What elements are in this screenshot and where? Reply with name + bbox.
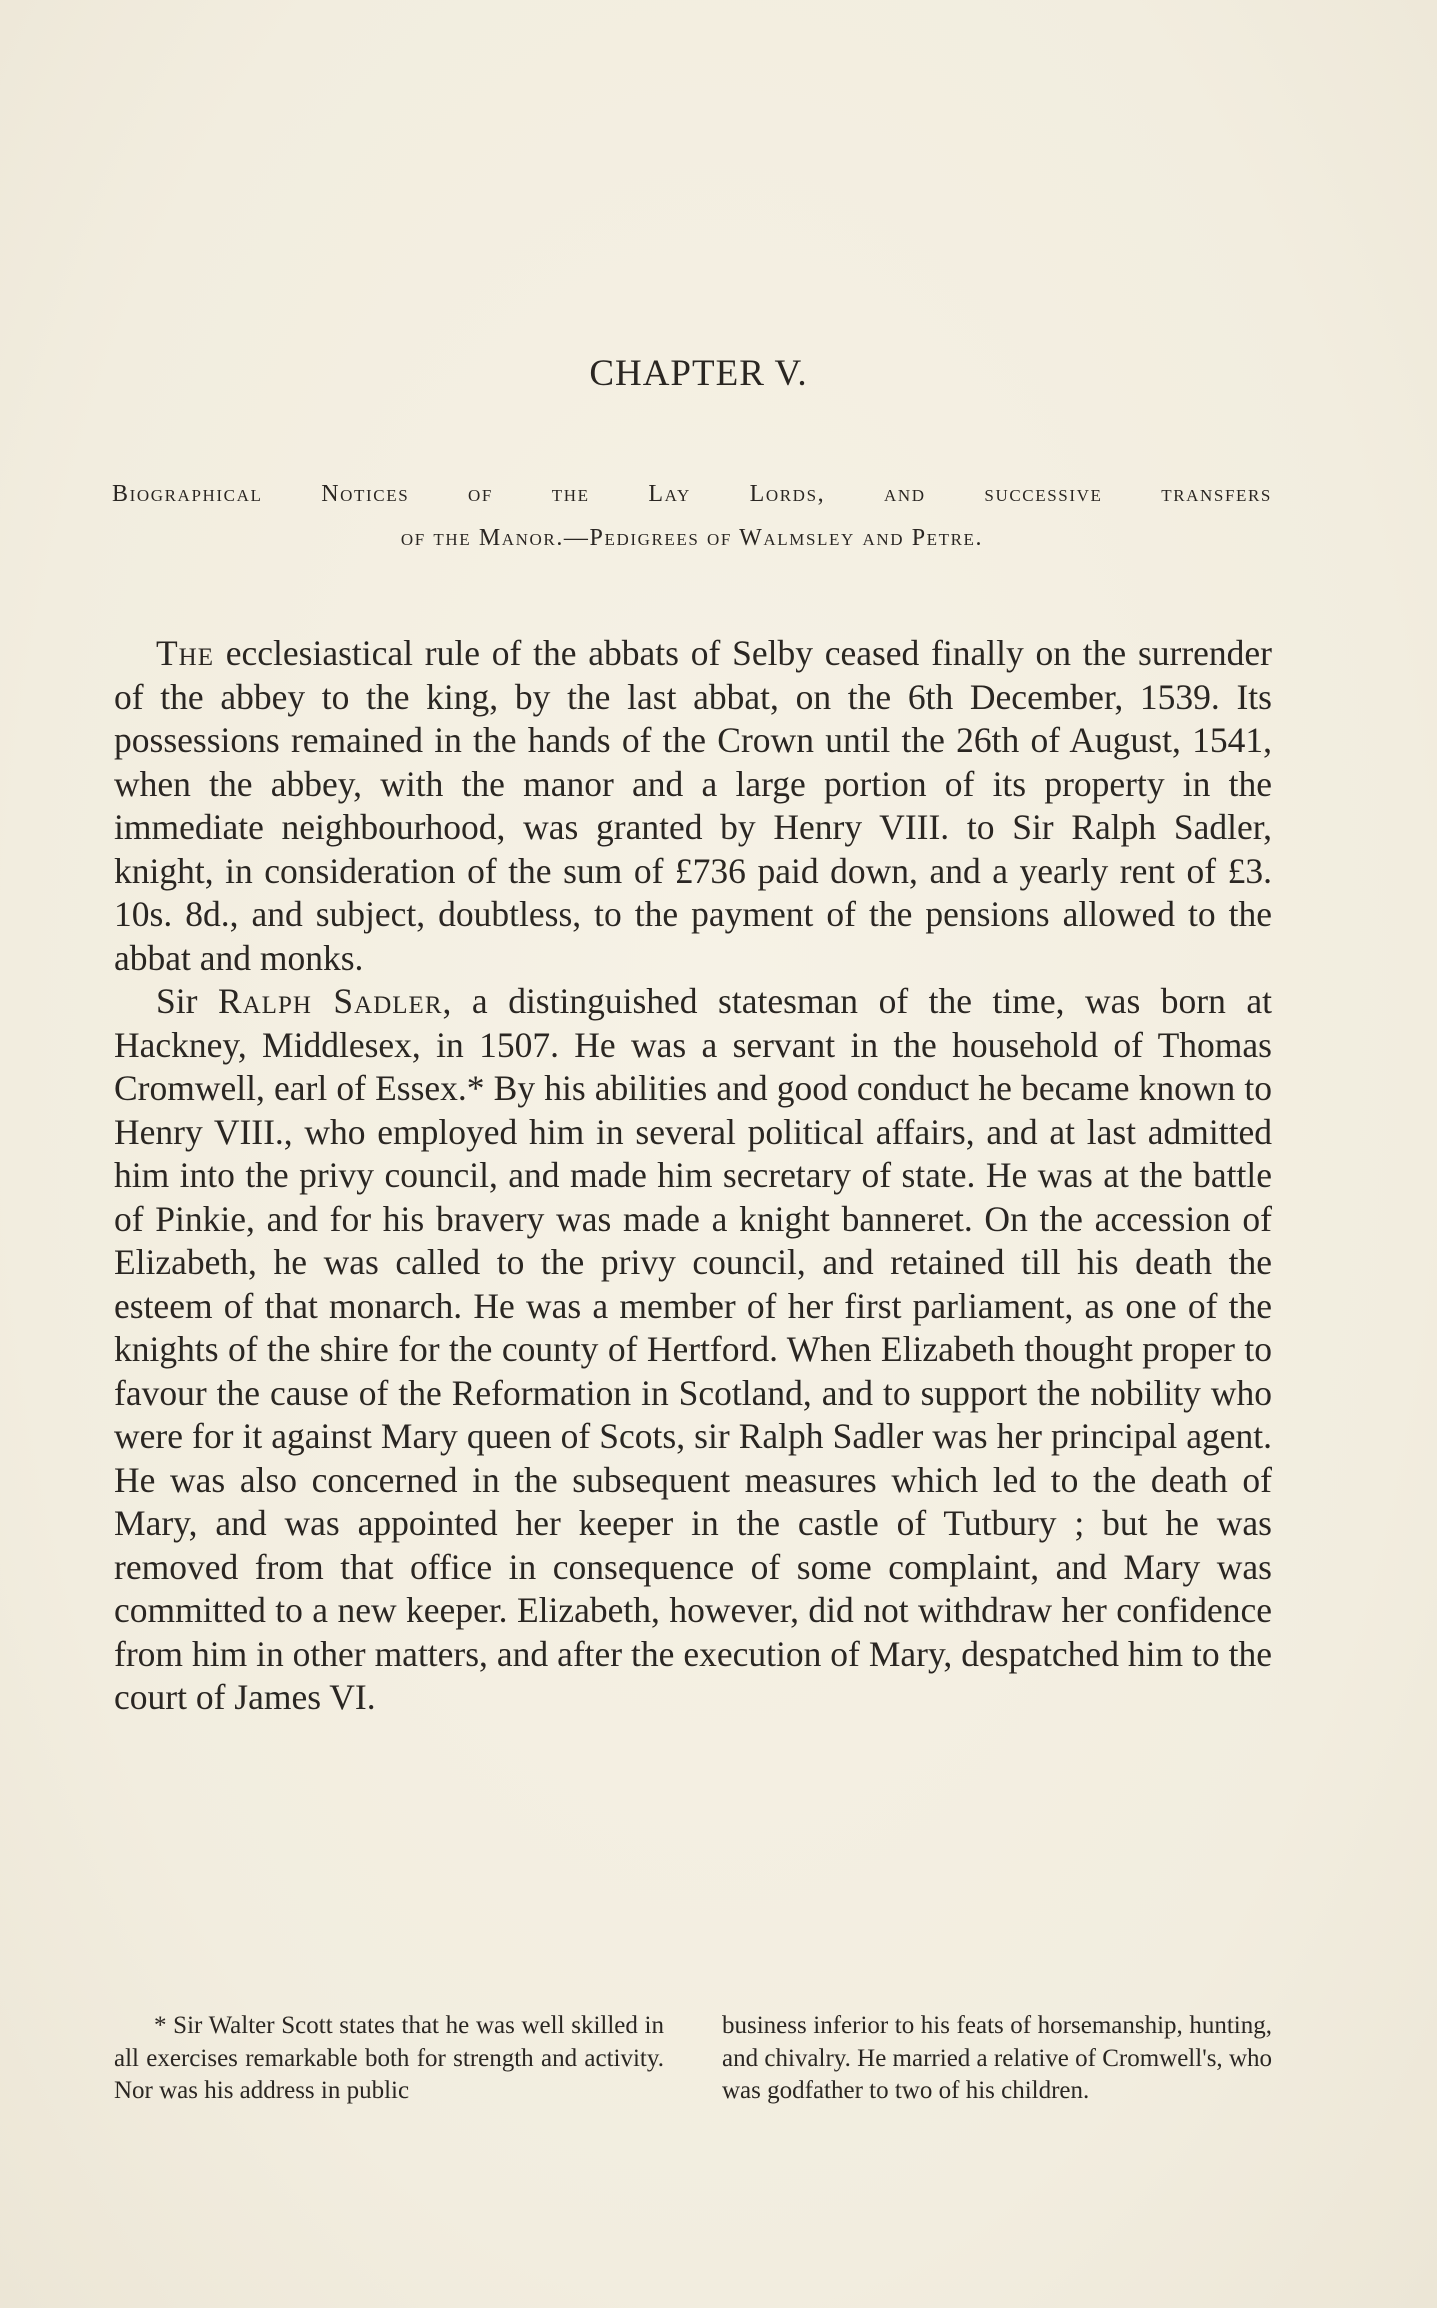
paragraph-1-lead: The	[156, 633, 215, 673]
subtitle-line-1: Biographical Notices of the Lay Lords, and successive transfers	[112, 481, 1272, 507]
subtitle-line-2: of the Manor.—Pedigrees of Walmsley and Petre.	[400, 525, 984, 551]
body-text	[114, 632, 1272, 1720]
paragraph-2	[114, 980, 1272, 1720]
paragraph-1-text: ecclesiastical rule of the abbats of Selby ceased finally on the surrender of the abbey to the king, by the last abbat, on the 6th December, 1539. Its possessions remained in the hands of the Crown until the 26th of August, 1541, when the abbey, with the manor and a large portion of its property in the immediate neighbourhood, was granted by Henry VIII. to Sir Ralph Sadler, knight, in consideration of the sum of £736 paid down, and a yearly rent of £3. 10s. 8d., and subject, doubtless, to the payment of the pensions allowed to the abbat and monks.	[114, 633, 1272, 978]
chapter-title: CHAPTER V.	[589, 353, 808, 394]
paragraph-2-lead: Sir	[156, 981, 218, 1021]
footnote-column-1: * Sir Walter Scott states that he was well skilled in all exercises remarkable both for strength and activity. Nor was his address in public	[114, 2012, 664, 2104]
chapter-subtitle	[112, 472, 1272, 560]
footnote-column-2: business inferior to his feats of horsemanship, hunting, and chivalry. He married a relative of Cromwell's, who was godfather to two of his children.	[722, 2012, 1272, 2104]
paragraph-2-name: Ralph Sadler	[217, 981, 443, 1021]
footnote	[114, 2010, 1272, 2108]
paragraph-2-text: , a distinguished statesman of the time, was born at Hackney, Middlesex, in 1507. He was a servant in the household of Thomas Cromwell, earl of Essex.* By his abilities and good conduct he became known to Henry VIII., who employed him in several political affairs, and at last admitted him into the privy council, and made him secretary of state. He was at the battle of Pinkie, and for his bravery was made a knight banneret. On the accession of Elizabeth, he was called to the privy council, and retained till his death the esteem of that monarch. He was a member of her first parliament, as one of the knights of the shire for the county of Hertford. When Elizabeth thought proper to favour the cause of the Reformation in Scotland, and to support the nobility who were for it against Mary queen of Scots, sir Ralph Sadler was her principal agent. He was also concerned in the subsequent measures which led to the death of Mary, and was appointed her keeper in the castle of Tutbury ; but he was removed from that office in consequence of some complaint, and Mary was committed to a new keeper. Elizabeth, however, did not withdraw her confidence from him in other matters, and after the execution of Mary, despatched him to the court of James VI.	[114, 981, 1272, 1717]
paragraph-1	[114, 632, 1272, 980]
